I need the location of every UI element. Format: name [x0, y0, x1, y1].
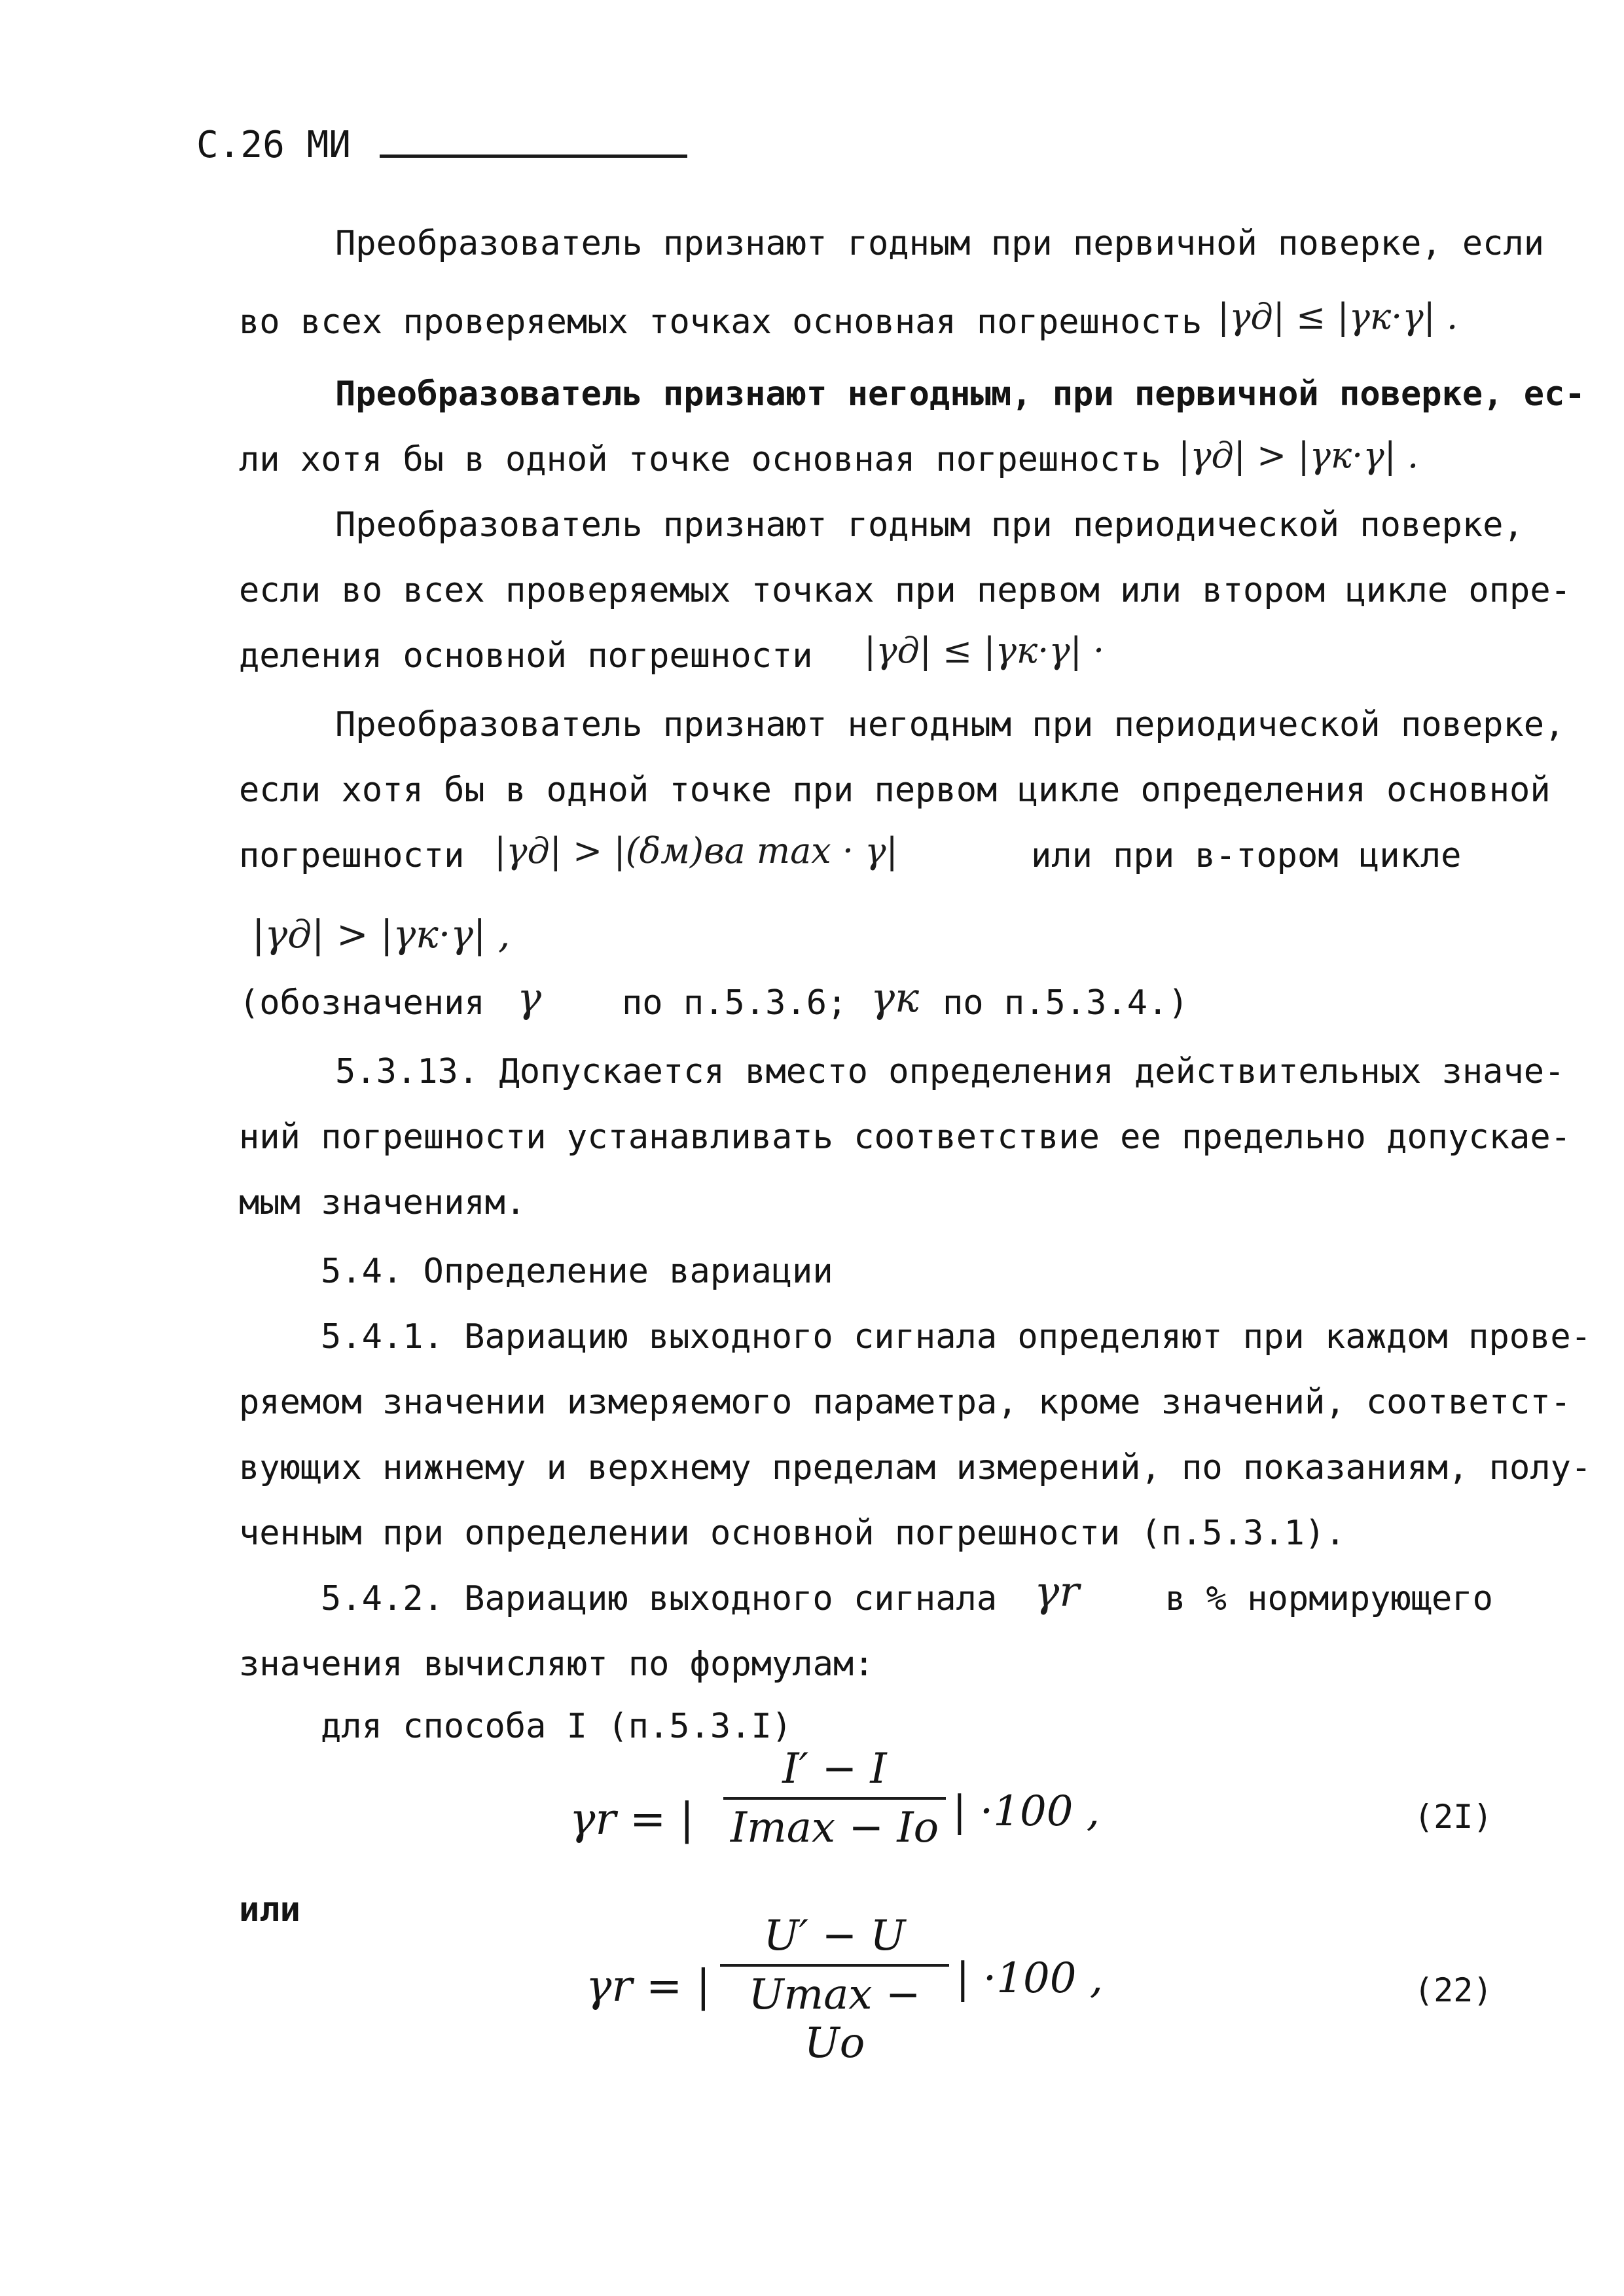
handwritten-formula: |γд| > |(δм)ва max · γ|	[494, 830, 898, 871]
para-line: если во всех проверяемых точках при первом или втором цикле опре-	[239, 571, 1571, 610]
para-line: ли хотя бы в одной точке основная погрешность	[239, 440, 1161, 479]
para-line: или	[239, 1890, 300, 1929]
eq22-denominator: Umax − Uo	[748, 1971, 921, 2068]
para-line: Преобразователь признают годным при первичной поверке, если	[335, 224, 1545, 263]
para-line: Преобразователь признают негодным, при первичной поверке, ес-	[335, 374, 1585, 414]
para-line: значения вычисляют по формулам:	[239, 1645, 875, 1684]
equation-number-22: (22)	[1414, 1971, 1493, 2009]
para-line: 5.4.2. Вариацию выходного сигнала	[321, 1579, 998, 1618]
eq21-fraction	[723, 1745, 946, 1852]
para-line: деления основной погрешности	[239, 636, 813, 676]
handwritten-formula: |γд| > |γк·γ| ,	[252, 912, 511, 957]
para-line: ченным при определении основной погрешности (п.5.3.1).	[239, 1514, 1346, 1553]
eq21-numerator: I′ − I	[782, 1745, 887, 1793]
para-line: по п.5.3.4.)	[943, 983, 1189, 1023]
para-line: для способа I (п.5.3.I)	[321, 1707, 793, 1746]
handwritten-formula: |γд| > |γк·γ| .	[1178, 435, 1419, 476]
para-line: (обозначения	[239, 983, 485, 1023]
para-line: если хотя бы в одной точке при первом цикле определения основной	[239, 771, 1551, 810]
para-line: ний погрешности устанавливать соответствие ее предельно допускае-	[239, 1118, 1571, 1157]
handwritten-symbol: γ	[517, 974, 542, 1021]
eq22-fraction	[720, 1912, 949, 2068]
eq22-rhs: | ·100 ,	[956, 1954, 1104, 2003]
para-line: ряемом значении измеряемого параметра, кроме значений, соответст-	[239, 1383, 1571, 1422]
para-line: Преобразователь признают годным при периодической поверке,	[335, 505, 1524, 545]
equation-number-21: (2I)	[1414, 1798, 1493, 1836]
para-line: в % нормирующего	[1165, 1579, 1493, 1618]
para-line: Преобразователь признают негодным при периодической поверке,	[335, 705, 1565, 744]
section-heading: 5.4. Определение вариации	[321, 1252, 833, 1291]
eq21-fraction-bar	[723, 1797, 946, 1800]
header-underline	[380, 155, 687, 158]
eq22-fraction-bar	[720, 1964, 949, 1967]
eq21-denominator: Imax − Io	[730, 1804, 939, 1852]
para-line: по п.5.3.6;	[622, 983, 848, 1023]
para-line: во всех проверяемых точках основная погрешность	[239, 302, 1202, 342]
handwritten-symbol: γr	[1034, 1568, 1079, 1616]
page-header: С.26 МИ	[196, 124, 352, 166]
eq21-rhs: | ·100 ,	[952, 1787, 1100, 1836]
para-line: 5.4.1. Вариацию выходного сигнала определяют при каждом прове-	[321, 1317, 1592, 1357]
eq22-numerator: U′ − U	[763, 1912, 906, 1960]
para-line: вующих нижнему и верхнему пределам измерений, по показаниям, полу-	[239, 1448, 1592, 1487]
para-line: или при в-тором цикле	[1031, 836, 1462, 875]
handwritten-symbol: γк	[871, 974, 920, 1021]
para-line: 5.3.13. Допускается вместо определения действительных значе-	[335, 1052, 1565, 1091]
handwritten-formula: |γд| ≤ |γк·γ| .	[1218, 296, 1458, 337]
para-line: мым значениям.	[239, 1183, 526, 1222]
eq22-lhs: γr = |	[586, 1961, 711, 2011]
eq21-lhs: γr = |	[569, 1794, 695, 1844]
handwritten-formula: |γд| ≤ |γк·γ| ·	[864, 630, 1105, 671]
para-line: погрешности	[239, 836, 465, 875]
